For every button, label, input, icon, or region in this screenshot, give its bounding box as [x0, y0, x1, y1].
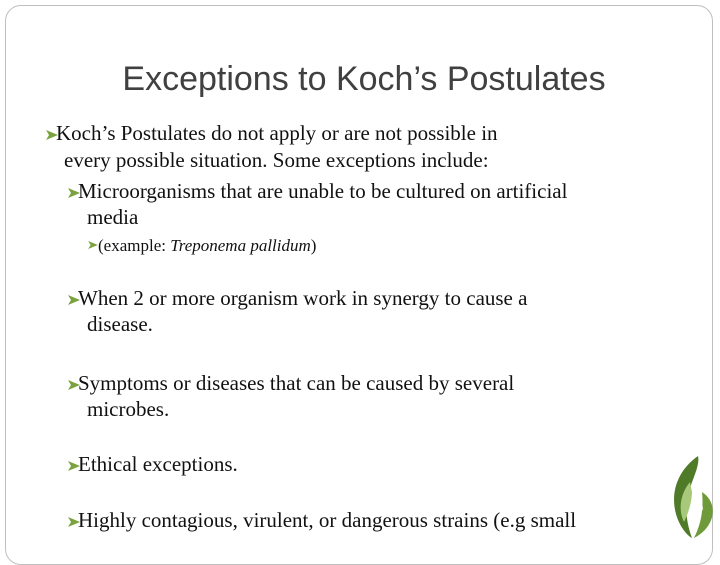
- bullet-main: [46, 120, 498, 146]
- bullet-icon: [46, 130, 56, 140]
- bullet-icon: [68, 295, 78, 305]
- bullet-icon: [68, 461, 78, 471]
- bullet-sub-3-text-2: microbes.: [87, 397, 170, 421]
- bullet-sub-5-text-1: Highly contagious, virulent, or dangerous strains (e.g small: [78, 508, 577, 532]
- bullet-icon: [88, 241, 98, 251]
- bullet-icon: [68, 517, 78, 527]
- example-prefix: (example:: [98, 236, 171, 255]
- bullet-example: [88, 233, 316, 259]
- slide-title: Exceptions to Koch’s Postulates: [122, 60, 606, 98]
- bullet-sub-3-text-1: Symptoms or diseases that can be caused by several: [78, 371, 515, 395]
- bullet-sub-2: [68, 285, 527, 311]
- example-organism: Treponema pallidum: [170, 236, 311, 255]
- bullet-main-text-1: Koch’s Postulates do not apply or are not possible in: [56, 121, 498, 145]
- bullet-icon: [68, 380, 78, 390]
- bullet-sub-2-text-1: When 2 or more organism work in synergy to cause a: [78, 286, 528, 310]
- bullet-sub-1-text-2: media: [87, 205, 139, 229]
- leaf-logo-icon: [668, 452, 716, 540]
- bullet-sub-4-text-1: Ethical exceptions.: [78, 452, 238, 476]
- bullet-sub-3: [68, 370, 514, 396]
- bullet-sub-2-text-2: disease.: [87, 312, 153, 336]
- bullet-sub-4: [68, 451, 238, 477]
- bullet-main-text-2: every possible situation. Some exceptions include:: [64, 148, 489, 172]
- bullet-icon: [68, 188, 78, 198]
- example-suffix: ): [310, 236, 317, 255]
- bullet-sub-5: [68, 507, 576, 533]
- bullet-sub-1-text-1: Microorganisms that are unable to be cultured on artificial: [78, 179, 568, 203]
- bullet-sub-1: [68, 178, 567, 204]
